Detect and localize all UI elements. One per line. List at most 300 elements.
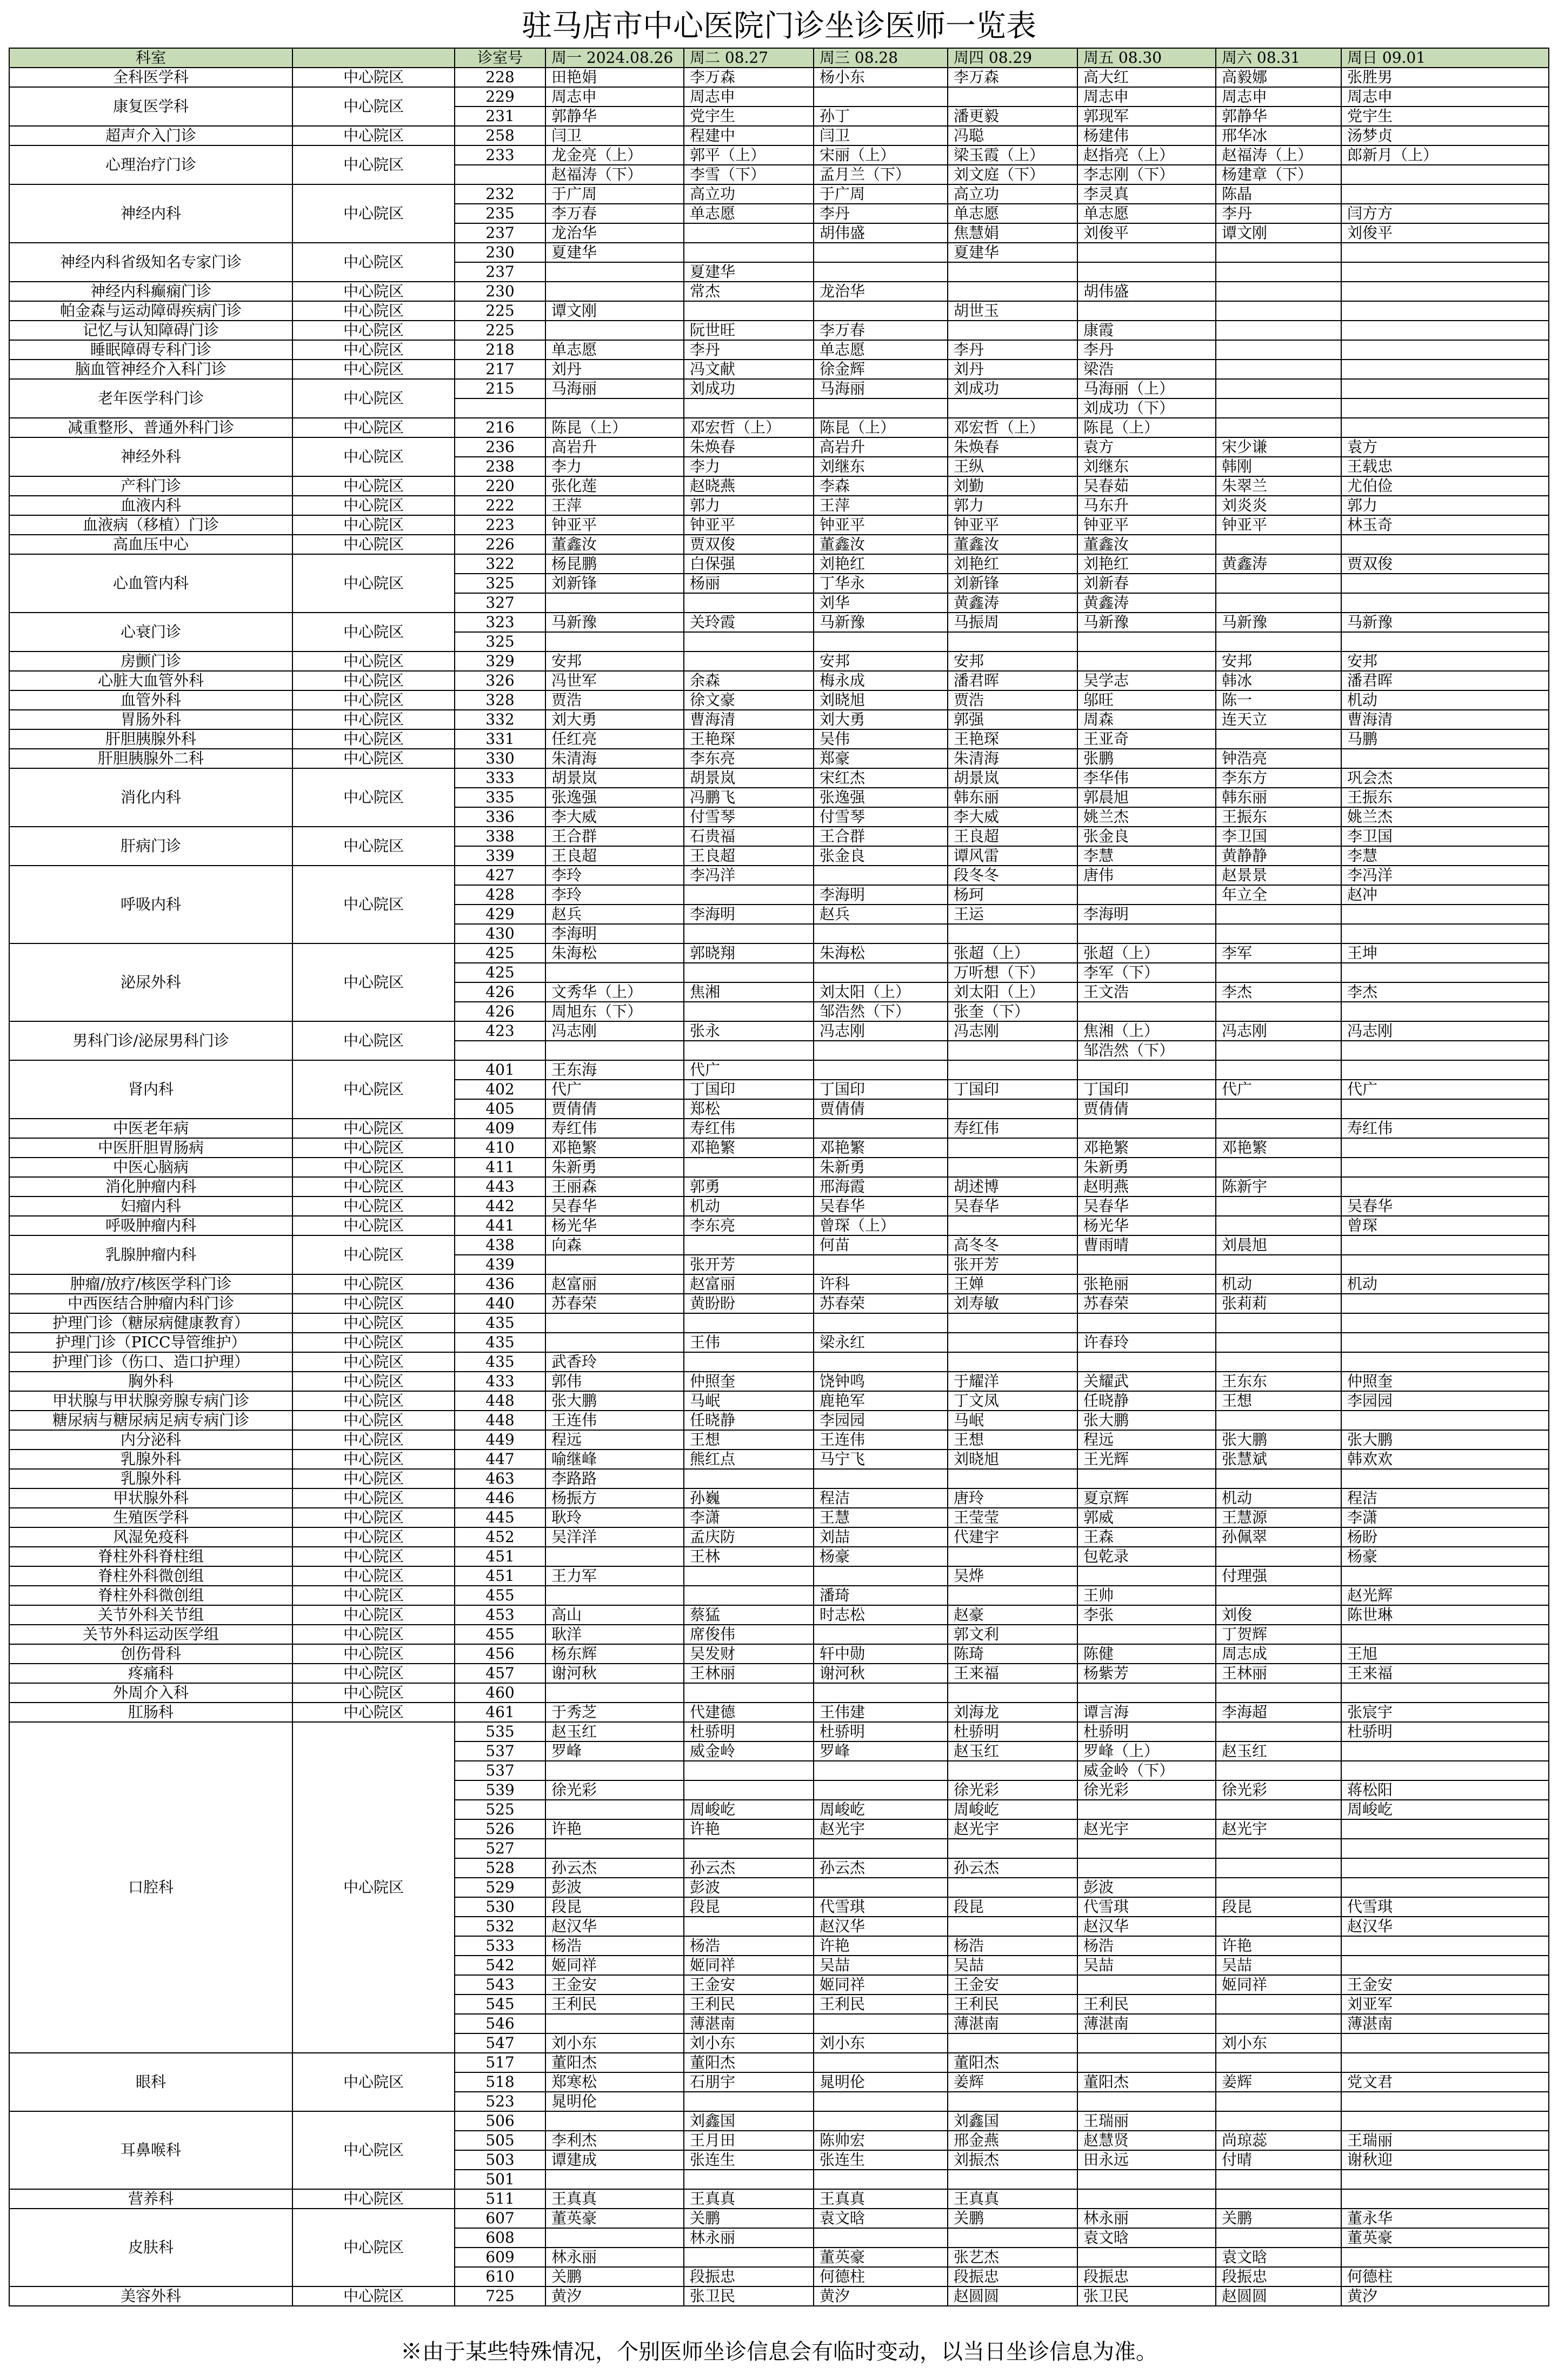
doctor-cell-sun: 吴春华 [1341, 1196, 1549, 1216]
doctor-cell-wed: 许科 [814, 1274, 948, 1294]
doctor-cell-sun: 林玉奇 [1341, 515, 1549, 535]
doctor-cell-sun: 党宇生 [1341, 107, 1549, 126]
campus-cell: 中心院区 [292, 184, 455, 243]
doctor-cell-wed: 马宁飞 [814, 1450, 948, 1469]
doctor-cell-fri: 张超（上） [1077, 943, 1216, 963]
doctor-cell-mon: 李玲 [545, 866, 684, 885]
doctor-cell-wed: 许艳 [814, 1936, 948, 1956]
doctor-cell-thu: 刘新锋 [948, 574, 1077, 593]
doctor-cell-wed: 晁明伦 [814, 2072, 948, 2092]
department-cell: 肿瘤/放疗/核医学科门诊 [9, 1274, 292, 1294]
room-cell: 401 [455, 1060, 545, 1080]
doctor-cell-mon [545, 2170, 684, 2189]
doctor-cell-fri: 徐光彩 [1077, 1780, 1216, 1800]
doctor-cell-sat [1216, 905, 1341, 924]
doctor-cell-wed: 闫卫 [814, 126, 948, 145]
doctor-cell-tue [684, 963, 814, 982]
doctor-cell-thu [948, 262, 1077, 282]
table-row [9, 1294, 1549, 1313]
doctor-cell-tue: 李海明 [684, 905, 814, 924]
campus-cell: 中心院区 [292, 1294, 455, 1313]
doctor-cell-sat: 张莉莉 [1216, 1294, 1341, 1313]
doctor-cell-tue: 张永 [684, 1021, 814, 1041]
campus-cell: 中心院区 [292, 1391, 455, 1411]
doctor-cell-tue [684, 1839, 814, 1858]
room-cell: 461 [455, 1703, 545, 1722]
table-row [9, 671, 1549, 690]
doctor-cell-sat [1216, 535, 1341, 554]
doctor-cell-fri: 程远 [1077, 1430, 1216, 1450]
table-row [9, 243, 1549, 262]
room-cell: 609 [455, 2248, 545, 2267]
doctor-cell-sat: 钟浩亮 [1216, 749, 1341, 768]
doctor-cell-sat: 邓艳繁 [1216, 1138, 1341, 1158]
doctor-cell-thu [948, 1469, 1077, 1488]
doctor-cell-thu: 吴喆 [948, 1956, 1077, 1975]
doctor-cell-sun [1341, 1041, 1549, 1060]
room-cell: 220 [455, 476, 545, 496]
doctor-cell-fri: 胡伟盛 [1077, 282, 1216, 301]
doctor-cell-tue: 仲照奎 [684, 1372, 814, 1391]
doctor-cell-mon: 徐光彩 [545, 1780, 684, 1800]
doctor-cell-mon: 向森 [545, 1235, 684, 1255]
campus-cell: 中心院区 [292, 1060, 455, 1119]
room-cell: 517 [455, 2053, 545, 2072]
doctor-cell-fri: 包乾录 [1077, 1547, 1216, 1566]
campus-cell: 中心院区 [292, 1372, 455, 1391]
doctor-cell-tue: 张开芳 [684, 1255, 814, 1274]
doctor-cell-wed [814, 1839, 948, 1858]
doctor-cell-wed: 刘小东 [814, 2033, 948, 2053]
doctor-cell-sat: 年立全 [1216, 885, 1341, 905]
doctor-cell-thu: 段振忠 [948, 2267, 1077, 2286]
doctor-cell-fri: 陈昆（上） [1077, 418, 1216, 437]
room-cell: 445 [455, 1508, 545, 1527]
doctor-cell-mon: 董阳杰 [545, 2053, 684, 2072]
doctor-cell-mon: 关鹏 [545, 2267, 684, 2286]
doctor-cell-tue: 许艳 [684, 1819, 814, 1839]
doctor-cell-tue: 王林丽 [684, 1664, 814, 1683]
doctor-cell-wed [814, 1119, 948, 1138]
campus-cell: 中心院区 [292, 690, 455, 710]
table-row [9, 1119, 1549, 1138]
doctor-cell-thu: 刘晓旭 [948, 1450, 1077, 1469]
doctor-cell-sun [1341, 165, 1549, 184]
header-dept: 科室 [9, 48, 292, 68]
doctor-cell-wed: 张金良 [814, 846, 948, 866]
doctor-cell-wed: 杨豪 [814, 1547, 948, 1566]
doctor-cell-fri: 苏春荣 [1077, 1294, 1216, 1313]
doctor-cell-mon: 冯世军 [545, 671, 684, 690]
campus-cell: 中心院区 [292, 768, 455, 827]
department-cell: 肝病门诊 [9, 827, 292, 866]
doctor-cell-sun: 马新豫 [1341, 613, 1549, 632]
room-cell: 232 [455, 184, 545, 204]
doctor-cell-sat: 王慧源 [1216, 1508, 1341, 1527]
doctor-cell-tue: 王伟 [684, 1333, 814, 1352]
doctor-cell-mon: 王良超 [545, 846, 684, 866]
doctor-cell-tue: 吴发财 [684, 1644, 814, 1664]
doctor-cell-mon: 任红亮 [545, 729, 684, 749]
doctor-cell-tue: 石朋宇 [684, 2072, 814, 2092]
room-cell: 455 [455, 1625, 545, 1644]
department-cell: 血管外科 [9, 690, 292, 710]
doctor-cell-fri: 王文浩 [1077, 982, 1216, 1002]
doctor-cell-thu: 胡景岚 [948, 768, 1077, 788]
doctor-cell-tue [684, 924, 814, 943]
doctor-cell-mon: 贾倩倩 [545, 1099, 684, 1119]
room-cell: 429 [455, 905, 545, 924]
doctor-cell-wed [814, 632, 948, 651]
doctor-cell-tue [684, 1761, 814, 1780]
doctor-cell-sun [1341, 1255, 1549, 1274]
doctor-cell-fri: 吴春茹 [1077, 476, 1216, 496]
doctor-cell-sat [1216, 1255, 1341, 1274]
doctor-cell-sun: 李潇 [1341, 1508, 1549, 1527]
campus-cell: 中心院区 [292, 1274, 455, 1294]
doctor-cell-sat: 黄鑫涛 [1216, 554, 1341, 574]
doctor-cell-mon [545, 963, 684, 982]
doctor-cell-thu: 朱焕春 [948, 437, 1077, 457]
doctor-cell-wed: 高岩升 [814, 437, 948, 457]
room-cell: 506 [455, 2111, 545, 2131]
doctor-cell-sun: 王旭 [1341, 1644, 1549, 1664]
doctor-cell-mon: 孙云杰 [545, 1858, 684, 1878]
room-cell: 411 [455, 1158, 545, 1177]
department-cell: 耳鼻喉科 [9, 2111, 292, 2189]
doctor-cell-sun [1341, 1294, 1549, 1313]
doctor-cell-fri [1077, 262, 1216, 282]
doctor-cell-fri: 马东升 [1077, 496, 1216, 515]
table-row [9, 1158, 1549, 1177]
doctor-cell-sat: 机动 [1216, 1488, 1341, 1508]
doctor-cell-sat [1216, 1469, 1341, 1488]
table-row [9, 1177, 1549, 1196]
doctor-cell-sun: 张胜男 [1341, 68, 1549, 87]
doctor-cell-sun: 王载忠 [1341, 457, 1549, 476]
doctor-cell-thu: 吴烨 [948, 1566, 1077, 1586]
doctor-cell-mon [545, 398, 684, 418]
department-cell: 创伤骨科 [9, 1644, 292, 1664]
doctor-cell-tue: 王真真 [684, 2189, 814, 2209]
table-row [9, 301, 1549, 321]
doctor-cell-fri [1077, 1800, 1216, 1819]
doctor-cell-thu [948, 1041, 1077, 1060]
doctor-cell-sun: 寿红伟 [1341, 1119, 1549, 1138]
doctor-cell-sat [1216, 1917, 1341, 1936]
table-row [9, 1605, 1549, 1625]
doctor-cell-sat [1216, 1761, 1341, 1780]
doctor-cell-thu [948, 1839, 1077, 1858]
doctor-cell-sun [1341, 1235, 1549, 1255]
doctor-cell-sun [1341, 1625, 1549, 1644]
campus-cell: 中心院区 [292, 613, 455, 651]
doctor-cell-thu: 董阳杰 [948, 2053, 1077, 2072]
campus-cell: 中心院区 [292, 1158, 455, 1177]
room-cell: 332 [455, 710, 545, 729]
doctor-cell-sun: 郎新月（上） [1341, 145, 1549, 165]
doctor-cell-thu: 吴春华 [948, 1196, 1077, 1216]
department-cell: 消化肿瘤内科 [9, 1177, 292, 1196]
doctor-cell-mon: 于秀芝 [545, 1703, 684, 1722]
doctor-cell-mon: 陈昆（上） [545, 418, 684, 437]
doctor-cell-mon: 高山 [545, 1605, 684, 1625]
doctor-cell-fri: 李海明 [1077, 905, 1216, 924]
doctor-cell-mon: 闫卫 [545, 126, 684, 145]
campus-cell: 中心院区 [292, 2111, 455, 2189]
doctor-cell-wed [814, 262, 948, 282]
doctor-cell-wed: 黄汐 [814, 2286, 948, 2306]
doctor-cell-tue: 马岷 [684, 1391, 814, 1411]
doctor-cell-sun: 李杰 [1341, 982, 1549, 1002]
doctor-cell-sun: 何德柱 [1341, 2267, 1549, 2286]
doctor-cell-sat: 赵福涛（上） [1216, 145, 1341, 165]
doctor-cell-fri: 邹浩然（下） [1077, 1041, 1216, 1060]
table-row [9, 2209, 1549, 2228]
doctor-cell-tue: 徐文豪 [684, 690, 814, 710]
department-cell: 房颤门诊 [9, 651, 292, 671]
doctor-cell-wed [814, 398, 948, 418]
room-cell: 237 [455, 223, 545, 243]
doctor-cell-tue [684, 1158, 814, 1177]
doctor-cell-fri: 梁浩 [1077, 360, 1216, 379]
doctor-cell-sun [1341, 301, 1549, 321]
doctor-cell-fri: 丁国印 [1077, 1080, 1216, 1099]
room-cell: 435 [455, 1333, 545, 1352]
department-cell: 泌尿外科 [9, 943, 292, 1021]
doctor-cell-mon: 姬同祥 [545, 1956, 684, 1975]
department-cell: 中西医结合肿瘤内科门诊 [9, 1294, 292, 1313]
doctor-cell-sat [1216, 1839, 1341, 1858]
doctor-cell-mon: 夏建华 [545, 243, 684, 262]
doctor-cell-sun [1341, 2111, 1549, 2131]
doctor-cell-thu: 黄鑫涛 [948, 593, 1077, 613]
room-cell: 328 [455, 690, 545, 710]
doctor-cell-mon: 杨浩 [545, 1936, 684, 1956]
room-cell: 460 [455, 1683, 545, 1703]
doctor-cell-tue [684, 593, 814, 613]
doctor-cell-wed: 袁文晗 [814, 2209, 948, 2228]
doctor-cell-wed: 梁永红 [814, 1333, 948, 1352]
room-cell: 322 [455, 554, 545, 574]
doctor-cell-sat [1216, 1586, 1341, 1605]
doctor-cell-fri [1077, 301, 1216, 321]
doctor-cell-fri: 董阳杰 [1077, 2072, 1216, 2092]
department-cell: 减重整形、普通外科门诊 [9, 418, 292, 437]
doctor-cell-mon [545, 262, 684, 282]
doctor-cell-fri: 郭晨旭 [1077, 788, 1216, 807]
room-cell: 532 [455, 1917, 545, 1936]
doctor-cell-thu [948, 87, 1077, 107]
room-cell: 335 [455, 788, 545, 807]
doctor-cell-fri [1077, 2033, 1216, 2053]
doctor-cell-mon: 单志愿 [545, 340, 684, 360]
doctor-cell-fri [1077, 243, 1216, 262]
table-row [9, 126, 1549, 145]
table-row [9, 1566, 1549, 1586]
doctor-cell-mon: 周旭东（下） [545, 1002, 684, 1021]
doctor-cell-sun: 郭力 [1341, 496, 1549, 515]
doctor-cell-fri: 吴春华 [1077, 1196, 1216, 1216]
doctor-cell-fri: 张鹏 [1077, 749, 1216, 768]
doctor-cell-sun: 刘亚军 [1341, 1995, 1549, 2014]
room-cell: 447 [455, 1450, 545, 1469]
room-cell: 448 [455, 1411, 545, 1430]
doctor-cell-tue [684, 1683, 814, 1703]
doctor-cell-sat: 周志申 [1216, 87, 1341, 107]
room-cell: 542 [455, 1956, 545, 1975]
doctor-cell-fri [1077, 2248, 1216, 2267]
doctor-cell-sun: 安邦 [1341, 651, 1549, 671]
doctor-cell-thu [948, 1917, 1077, 1936]
campus-cell: 中心院区 [292, 651, 455, 671]
doctor-cell-sat [1216, 321, 1341, 340]
room-cell: 235 [455, 204, 545, 223]
doctor-cell-mon: 王连伟 [545, 1411, 684, 1430]
doctor-cell-fri: 杨紫芳 [1077, 1664, 1216, 1683]
doctor-cell-sat [1216, 379, 1341, 398]
doctor-cell-thu: 马岷 [948, 1411, 1077, 1430]
doctor-cell-mon: 喻继峰 [545, 1450, 684, 1469]
doctor-cell-tue: 代建德 [684, 1703, 814, 1722]
doctor-cell-fri: 钟亚平 [1077, 515, 1216, 535]
doctor-cell-thu: 刘成功 [948, 379, 1077, 398]
doctor-cell-tue: 刘鑫国 [684, 2111, 814, 2131]
doctor-cell-sat: 赵光宇 [1216, 1819, 1341, 1839]
room-cell: 610 [455, 2267, 545, 2286]
doctor-cell-tue: 机动 [684, 1196, 814, 1216]
doctor-cell-tue: 付雪琴 [684, 807, 814, 827]
doctor-cell-wed: 代雪琪 [814, 1897, 948, 1917]
room-cell: 425 [455, 963, 545, 982]
doctor-cell-thu: 丁国印 [948, 1080, 1077, 1099]
header-row [9, 48, 1549, 68]
table-row [9, 1372, 1549, 1391]
doctor-cell-wed [814, 1780, 948, 1800]
doctor-cell-tue [684, 632, 814, 651]
doctor-cell-tue: 郭勇 [684, 1177, 814, 1196]
doctor-cell-thu: 郭力 [948, 496, 1077, 515]
doctor-cell-tue: 王金安 [684, 1975, 814, 1995]
doctor-cell-sat: 李卫国 [1216, 827, 1341, 846]
doctor-cell-tue: 焦湘 [684, 982, 814, 1002]
doctor-cell-wed: 程洁 [814, 1488, 948, 1508]
doctor-cell-tue: 余森 [684, 671, 814, 690]
doctor-cell-sat: 邢华冰 [1216, 126, 1341, 145]
doctor-cell-sat [1216, 340, 1341, 360]
doctor-cell-wed [814, 243, 948, 262]
doctor-cell-wed: 赵兵 [814, 905, 948, 924]
doctor-cell-tue: 黄盼盼 [684, 1294, 814, 1313]
doctor-cell-fri: 李军（下） [1077, 963, 1216, 982]
doctor-cell-mon: 赵富丽 [545, 1274, 684, 1294]
table-row [9, 1508, 1549, 1527]
doctor-cell-fri: 刘艳红 [1077, 554, 1216, 574]
doctor-cell-sat: 陈一 [1216, 690, 1341, 710]
doctor-cell-wed: 于广周 [814, 184, 948, 204]
doctor-cell-sun [1341, 321, 1549, 340]
doctor-cell-tue: 郭平（上） [684, 145, 814, 165]
room-cell: 435 [455, 1352, 545, 1372]
department-cell: 血液病（移植）门诊 [9, 515, 292, 535]
doctor-cell-thu: 刘艳红 [948, 554, 1077, 574]
room-cell: 528 [455, 1858, 545, 1878]
doctor-cell-tue: 王良超 [684, 846, 814, 866]
doctor-cell-fri: 马海丽（上） [1077, 379, 1216, 398]
doctor-cell-sat: 刘炎炎 [1216, 496, 1341, 515]
doctor-cell-mon: 周志申 [545, 87, 684, 107]
department-cell: 护理门诊（PICC导管维护） [9, 1333, 292, 1352]
table-row [9, 1352, 1549, 1372]
doctor-cell-fri: 邬旺 [1077, 690, 1216, 710]
doctor-cell-thu: 关鹏 [948, 2209, 1077, 2228]
campus-cell: 中心院区 [292, 1703, 455, 1722]
doctor-cell-fri: 谭言海 [1077, 1703, 1216, 1722]
table-row [9, 184, 1549, 204]
doctor-cell-thu [948, 632, 1077, 651]
doctor-cell-sun: 冯志刚 [1341, 1021, 1549, 1041]
doctor-cell-thu: 王纵 [948, 457, 1077, 476]
doctor-cell-sun: 韩欢欢 [1341, 1450, 1549, 1469]
doctor-cell-sat: 张大鹏 [1216, 1430, 1341, 1450]
room-cell: 441 [455, 1216, 545, 1235]
doctor-cell-thu [948, 1878, 1077, 1897]
doctor-cell-fri [1077, 1255, 1216, 1274]
doctor-cell-thu [948, 282, 1077, 301]
doctor-cell-sun: 李慧 [1341, 846, 1549, 866]
room-cell: 216 [455, 418, 545, 437]
doctor-cell-sat [1216, 2228, 1341, 2248]
doctor-cell-sun [1341, 262, 1549, 282]
department-cell: 心血管内科 [9, 554, 292, 613]
doctor-cell-mon: 杨东辉 [545, 1644, 684, 1664]
doctor-cell-sat [1216, 1099, 1341, 1119]
doctor-cell-wed: 何苗 [814, 1235, 948, 1255]
header-tue: 周二 08.27 [684, 48, 814, 68]
table-row [9, 1411, 1549, 1430]
doctor-cell-thu: 钟亚平 [948, 515, 1077, 535]
doctor-cell-fri: 杜骄明 [1077, 1722, 1216, 1741]
doctor-cell-thu: 刘寿敏 [948, 1294, 1077, 1313]
room-cell: 455 [455, 1586, 545, 1605]
doctor-cell-thu: 李丹 [948, 340, 1077, 360]
room-cell: 231 [455, 107, 545, 126]
doctor-cell-fri: 李志刚（下） [1077, 165, 1216, 184]
doctor-cell-mon: 谭文刚 [545, 301, 684, 321]
doctor-cell-sat [1216, 1002, 1341, 1021]
doctor-cell-tue [684, 1586, 814, 1605]
doctor-cell-tue: 关鹏 [684, 2209, 814, 2228]
doctor-cell-fri: 陈健 [1077, 1644, 1216, 1664]
room-cell: 229 [455, 87, 545, 107]
doctor-cell-wed: 李森 [814, 476, 948, 496]
department-cell: 中医老年病 [9, 1119, 292, 1138]
table-row [9, 2053, 1549, 2072]
doctor-cell-wed [814, 2092, 948, 2111]
doctor-cell-wed [814, 1313, 948, 1333]
doctor-cell-sun: 王瑞丽 [1341, 2131, 1549, 2150]
doctor-cell-fri: 张卫民 [1077, 2286, 1216, 2306]
campus-cell: 中心院区 [292, 2189, 455, 2209]
doctor-cell-wed: 李丹 [814, 204, 948, 223]
doctor-cell-mon: 李玲 [545, 885, 684, 905]
doctor-cell-wed: 刘喆 [814, 1527, 948, 1547]
table-row [9, 1488, 1549, 1508]
department-cell: 高血压中心 [9, 535, 292, 554]
doctor-cell-sun [1341, 340, 1549, 360]
doctor-cell-sat: 姜辉 [1216, 2072, 1341, 2092]
doctor-cell-sat [1216, 1313, 1341, 1333]
